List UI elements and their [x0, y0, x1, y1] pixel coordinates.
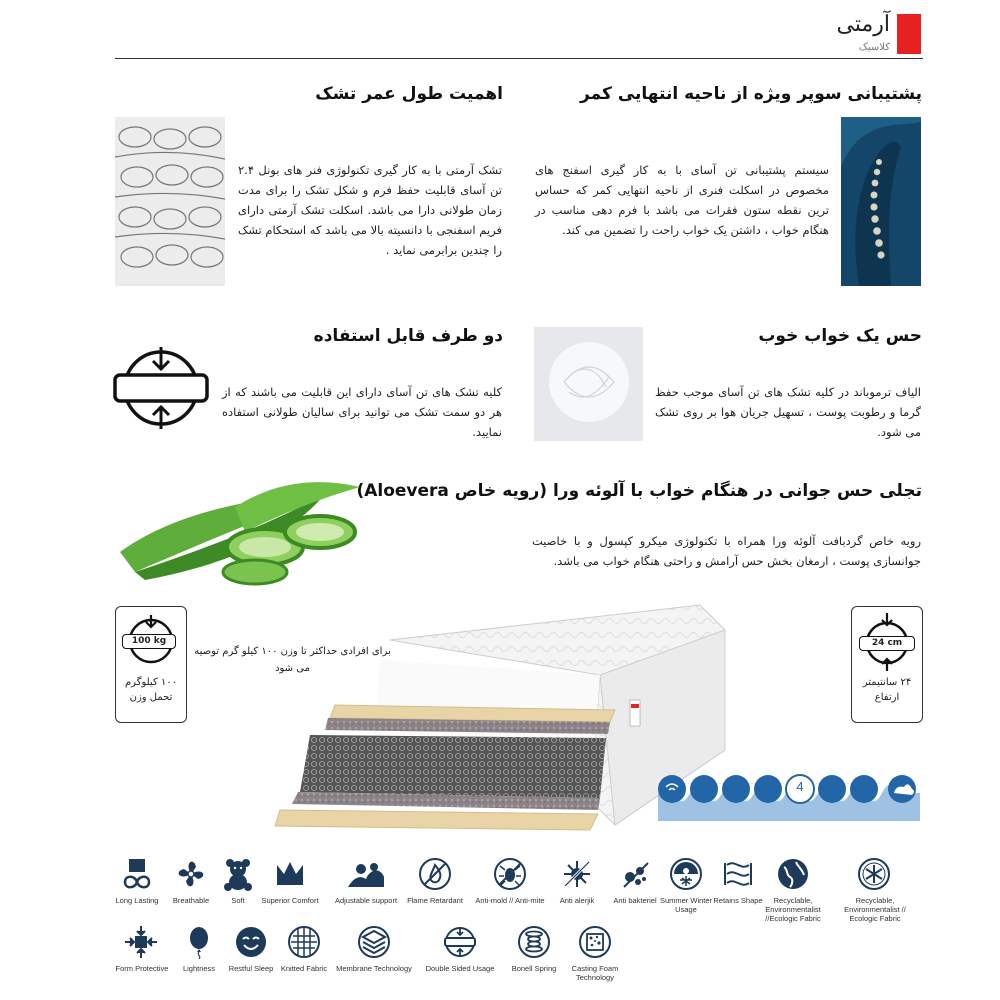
aloe-title: تجلی حس جوانی در هنگام خواب با آلوئه ورا (رویه خاص Aloevera)	[356, 481, 922, 501]
twoside-title: دو طرف قابل استفاده	[313, 326, 503, 346]
restful-sleep-icon	[234, 925, 268, 959]
feature-label-summer-winter: Summer Winter Usage	[659, 896, 713, 914]
springs-image	[115, 117, 225, 286]
header-divider	[115, 58, 923, 59]
lumbar-title: پشتیبانی سوپر ویژه از ناحیه انتهایی کمر	[580, 84, 922, 104]
feature-label-double-sided: Double Sided Usage	[425, 964, 495, 973]
feature-label-superior-comfort: Superior Comfort	[261, 896, 319, 905]
feature-label-soft: Soft	[231, 896, 245, 905]
long-lasting-icon	[120, 857, 154, 891]
height-box	[851, 606, 923, 723]
feature-label-anti-bacterial: Anti bakteriel	[613, 896, 657, 905]
lumbar-image	[841, 117, 921, 286]
feature-label-knitted-fabric: Knitted Fabric	[280, 964, 328, 973]
feature-label-recyclable-globe: Recyclable, Environmentalist //Ecologic Fabric	[765, 896, 821, 923]
feature-label-adjustable-support: Adjustable support	[334, 896, 398, 905]
superior-comfort-icon	[273, 857, 307, 891]
bonell-spring-icon	[517, 925, 551, 959]
feature-label-flame-retardant: Flame Retardant	[407, 896, 463, 905]
feature-label-long-lasting: Long Lasting	[115, 896, 159, 905]
feature-label-retains-shape: Retains Shape	[713, 896, 763, 905]
form-protective-icon	[124, 925, 158, 959]
fiber-image	[534, 327, 643, 441]
double-sided-diagram-icon	[113, 343, 209, 433]
anti-mold-icon	[493, 857, 527, 891]
brand-subtitle: کلاسیک	[858, 42, 890, 53]
recyclable-snowflake-icon	[857, 857, 891, 891]
adjustable-support-icon	[346, 857, 386, 891]
feature-label-casting-foam: Casting Foam Technology	[571, 964, 619, 982]
weight-badge: 100 kg	[122, 634, 176, 649]
anti-allergic-icon	[560, 857, 594, 891]
recyclable-globe-icon	[776, 857, 810, 891]
knitted-fabric-icon	[287, 925, 321, 959]
feature-label-restful-sleep: Restful Sleep	[228, 964, 274, 973]
weight-box	[115, 606, 187, 723]
feature-label-breathable: Breathable	[172, 896, 210, 905]
lightness-icon	[182, 925, 216, 959]
sleep-text: الیاف ترموباند در کلیه تشک های تن آسای موجب حفظ گرما و رطوبت پوست ، تسهیل جریان هوا بر روی تشک می شود.	[655, 385, 921, 439]
sleep-title: حس یک خواب خوب	[758, 326, 922, 346]
feature-label-lightness: Lightness	[182, 964, 216, 973]
feature-label-recyclable-snowflake: Recyclable, Environmentalist // Ecologic Fabric	[844, 896, 906, 923]
soft-icon	[221, 857, 255, 891]
twoside-text: کلیه تشک های تن آسای دارای این قابلیت می باشند که از هر دو سمت تشک می توانید برای سالیان طولانی استفاده نمایید.	[222, 385, 502, 439]
summer-winter-icon	[669, 857, 703, 891]
lifetime-title: اهمیت طول عمر تشک	[315, 84, 503, 104]
feature-label-anti-allergic: Anti alerjik	[559, 896, 595, 905]
lifetime-text: تشک آرمتی با به کار گیری تکنولوژی فنر های بونل ۲.۴ تن آسای قابلیت حفظ فرم و شکل تشک را برای مدت زمان طولانی دارا می باشد. اسکلت تشک آرمتی دارای فریم اسفنجی با دانسیته بالا می باشد که استحکام تشک را چندین برابرمی نماید .	[238, 163, 502, 257]
height-label: ۲۴ سانتیمتر ارتفاع	[862, 677, 912, 703]
feature-label-bonell-spring: Bonell Spring	[511, 964, 557, 973]
feature-label-anti-mold: Anti-mold // Anti-mite	[475, 896, 545, 905]
aloe-text: رویه خاص گردبافت آلوئه ورا همراه با تکنولوژی میکرو کپسول و با خاصیت جوانسازی پوست ، ارمغان بخش حس آرامش و راحتی هنگام خواب می باشد.	[532, 534, 921, 568]
flame-retardant-icon	[418, 857, 452, 891]
firmness-value: 4	[796, 779, 804, 794]
brand-title: آرمتی	[836, 12, 890, 37]
brand-red-square	[897, 14, 921, 54]
double-sided-icon	[443, 925, 477, 959]
breathable-icon	[174, 857, 208, 891]
feature-label-membrane-technology: Membrane Technology	[336, 964, 412, 973]
weight-note: برای افرادی حداکثر تا وزن ۱۰۰ کیلو گرم توصیه می شود	[194, 646, 391, 674]
casting-foam-icon	[578, 925, 612, 959]
anti-bacterial-icon	[618, 857, 652, 891]
firmness-scale	[658, 773, 920, 821]
membrane-technology-icon	[357, 925, 391, 959]
height-badge: 24 cm	[859, 636, 915, 651]
lumbar-text: سیستم پشتیبانی تن آسای با به کار گیری اسفنج های مخصوص در اسکلت فنری از ناحیه انتهایی کمر که حساس ترین نقطه ستون فقرات می باشد با فرم دهی مناسب در هنگام خواب ، داشتن یک خواب راحت را تضمین می کند.	[535, 163, 829, 237]
weight-label: ۱۰۰ کیلوگرم تحمل وزن	[124, 677, 178, 703]
feature-label-form-protective: Form Protective	[115, 964, 169, 973]
retains-shape-icon	[721, 857, 755, 891]
aloe-image	[115, 472, 365, 587]
